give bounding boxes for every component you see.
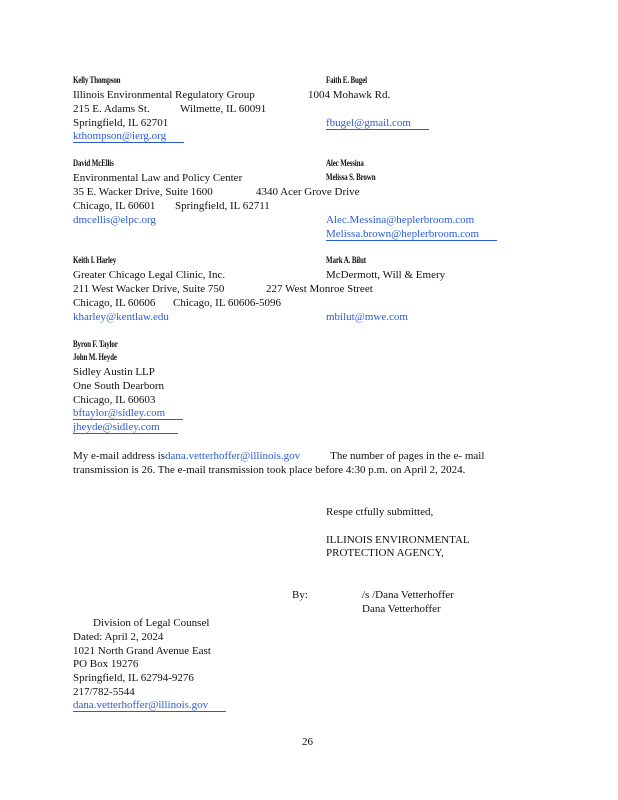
contact-address: 35 E. Wacker Drive, Suite 1600 <box>73 186 213 198</box>
contact-city: Chicago, IL 60606 <box>73 297 156 309</box>
contact-address: 4340 Acer Grove Drive <box>256 186 360 198</box>
contact-address: One South Dearborn <box>73 380 165 392</box>
contact-address: 1004 Mohawk Rd. <box>308 89 391 101</box>
contact-city: Wilmette, IL 60091 <box>180 103 267 115</box>
contact-city: Chicago, IL 60601 <box>73 200 156 212</box>
statement-line <box>73 449 484 463</box>
dated-line: Dated: April 2, 2024 <box>73 631 164 643</box>
contact-address: 215 E. Adams St. <box>73 103 150 115</box>
agency-name: ILLINOIS ENVIRONMENTAL <box>326 534 470 546</box>
contact-email-link[interactable]: kthompson@ierg.org <box>73 129 184 143</box>
contact-org: Greater Chicago Legal Clinic, Inc. <box>73 269 226 281</box>
statement-text: My e-mail address is <box>73 450 165 462</box>
contact-city: Springfield, IL 62711 <box>175 200 270 212</box>
address-line: 1021 North Grand Avenue East <box>73 645 211 657</box>
contact-email-link[interactable]: fbugel@gmail.com <box>326 116 429 130</box>
contact-name: Faith E. Bugel <box>326 75 367 85</box>
contact-name: Keith I. Harley <box>73 255 117 265</box>
footer-email-link[interactable]: dana.vetterhoffer@illinois.gov <box>73 698 226 712</box>
contact-city: Chicago, IL 60606-5096 <box>173 297 282 309</box>
statement-line: transmission is 26. The e-mail transmission took place before 4:30 p.m. on April 2, 2024. <box>73 464 466 476</box>
contact-org: Sidley Austin LLP <box>73 366 155 378</box>
contact-city: Springfield, IL 62701 <box>73 117 169 129</box>
contact-email-link[interactable]: bftaylor@sidley.com <box>73 406 183 420</box>
contact-name: Mark A. Bilut <box>326 255 366 265</box>
signature: /s /Dana Vetterhoffer <box>362 589 454 601</box>
address-city: Springfield, IL 62794-9276 <box>73 672 194 684</box>
contact-email-link[interactable]: kharley@kentlaw.edu <box>73 311 169 323</box>
agency-name: PROTECTION AGENCY, <box>326 547 444 559</box>
phone-number: 217/782-5544 <box>73 686 135 698</box>
contact-email-link[interactable]: jheyde@sidley.com <box>73 420 178 434</box>
contact-name: Kelly Thompson <box>73 75 121 85</box>
contact-address: 211 West Wacker Drive, Suite 750 <box>73 283 225 295</box>
contact-address: 227 West Monroe Street <box>266 283 373 295</box>
contact-name: Melissa S. Brown <box>326 172 376 182</box>
signer-name: Dana Vetterhoffer <box>362 603 441 615</box>
contact-name: Byron F. Taylor <box>73 339 118 349</box>
statement-text: The number of pages in the e- mail <box>330 450 485 462</box>
contact-email-link[interactable]: Melissa.brown@heplerbroom.com <box>326 227 497 241</box>
contact-email-link[interactable]: mbilut@mwe.com <box>326 311 408 323</box>
contact-email-link[interactable]: Alec.Messina@heplerbroom.com <box>326 214 475 226</box>
contact-city: Chicago, IL 60603 <box>73 394 156 406</box>
closing-submitted: Respe ctfully submitted, <box>326 506 434 518</box>
address-line: PO Box 19276 <box>73 658 139 670</box>
by-label: By: <box>292 589 308 601</box>
contact-org: Illinois Environmental Regulatory Group <box>73 89 255 101</box>
contact-org: Environmental Law and Policy Center <box>73 172 243 184</box>
contact-name: David McEllis <box>73 158 114 168</box>
contact-name: Alec Messina <box>326 158 364 168</box>
division-label: Division of Legal Counsel <box>93 617 210 629</box>
contact-email-link[interactable]: dmcellis@elpc.org <box>73 214 156 226</box>
statement-email-link[interactable]: dana.vetterhoffer@illinois.gov <box>164 450 301 462</box>
contact-org: McDermott, Will & Emery <box>326 269 446 281</box>
page-number: 26 <box>302 736 313 748</box>
contact-name: John M. Heyde <box>73 352 117 362</box>
